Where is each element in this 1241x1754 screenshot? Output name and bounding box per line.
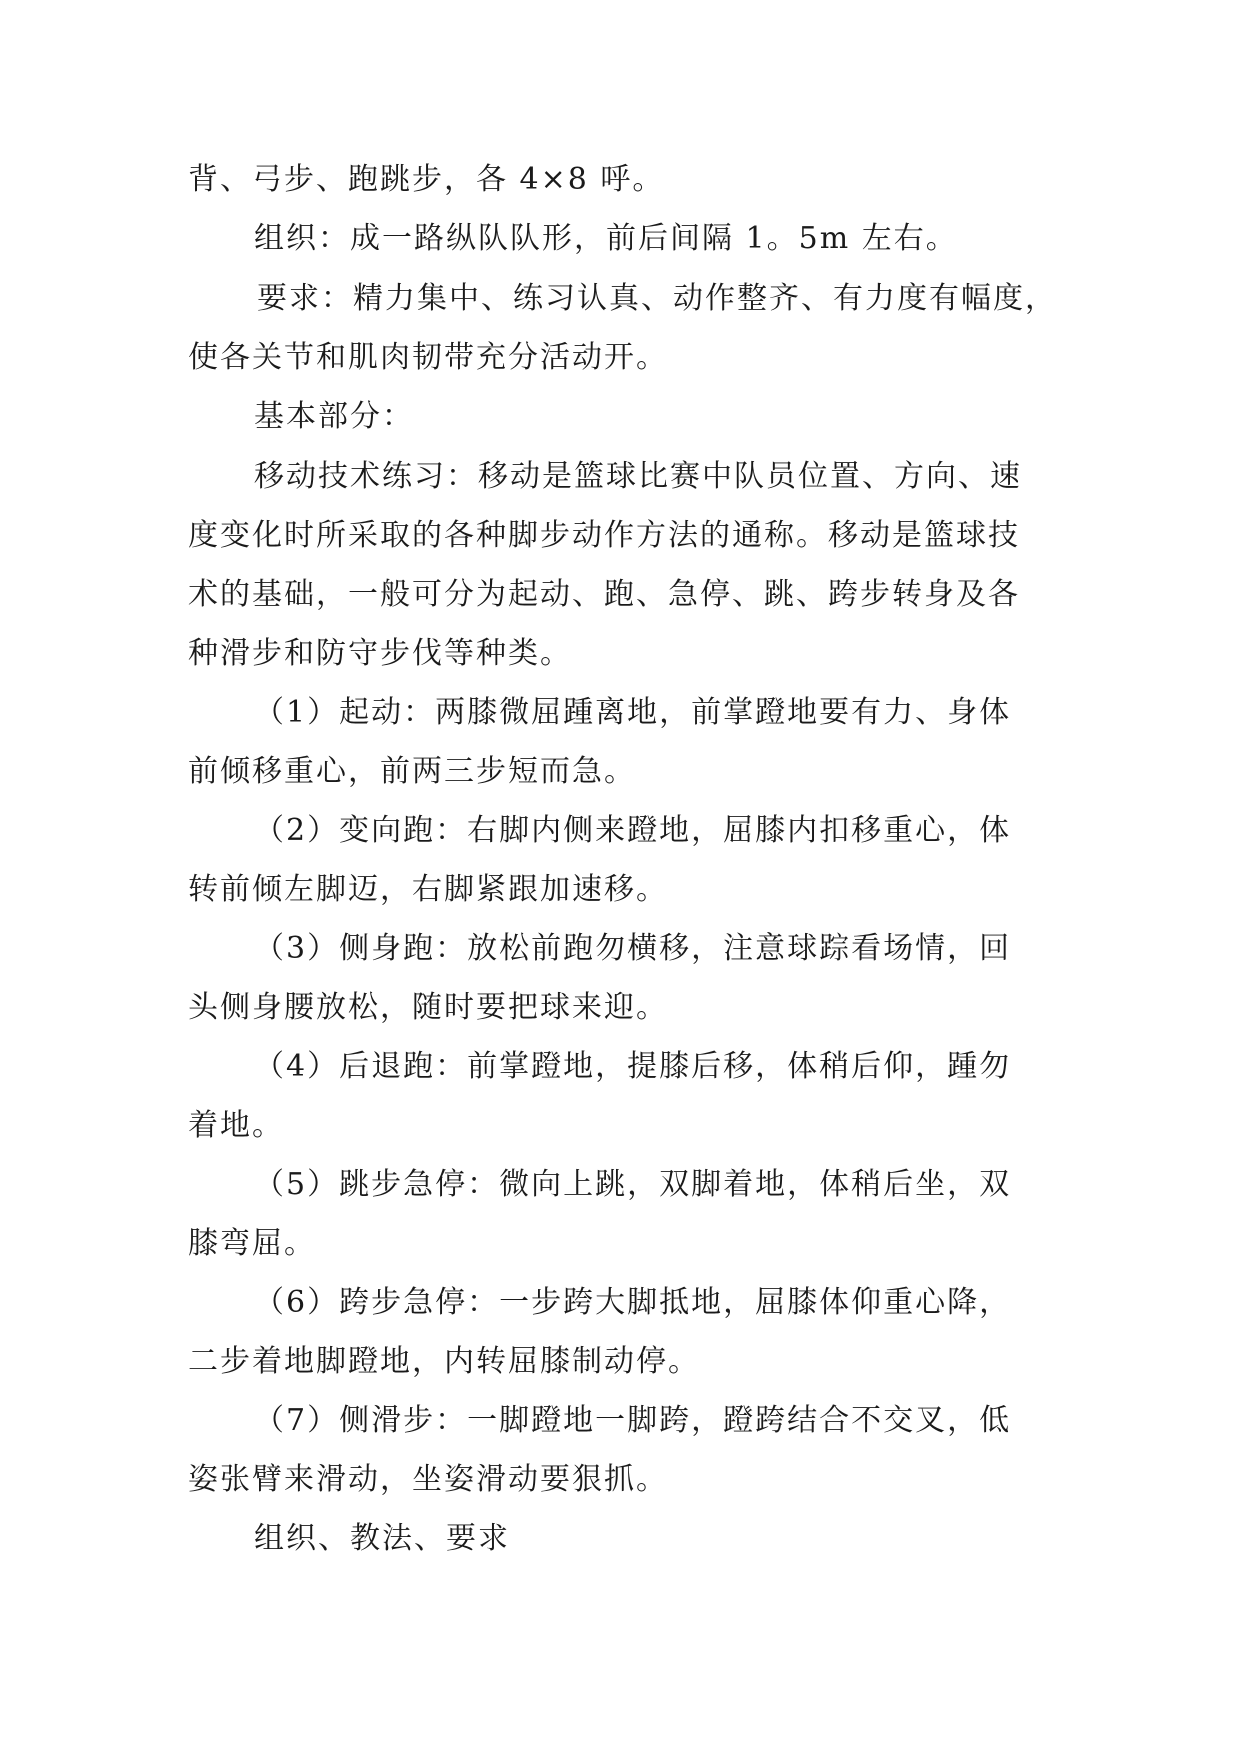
text-line-6: 移动技术练习：移动是篮球比赛中队员位置、方向、速 — [254, 459, 1022, 494]
text-line-20: （6）跨步急停：一步跨大脚抵地，屈膝体仰重心降， — [254, 1285, 1012, 1320]
text-line-15: 头侧身腰放松，随时要把球来迎。 — [188, 990, 668, 1025]
text-line-19: 膝弯屈。 — [188, 1226, 316, 1261]
section-heading-organization: 组织、教法、要求 — [254, 1521, 510, 1556]
text-line-14: （3）侧身跑：放松前跑勿横移，注意球踪看场情，回 — [254, 931, 1012, 966]
text-line-8: 术的基础，一般可分为起动、跑、急停、跳、跨步转身及各 — [188, 577, 1020, 612]
text-line-13: 转前倾左脚迈，右脚紧跟加速移。 — [188, 872, 668, 907]
text-line-21: 二步着地脚蹬地，内转屈膝制动停。 — [188, 1344, 700, 1379]
section-heading-basic: 基本部分： — [254, 399, 414, 434]
text-line-2: 组织：成一路纵队队形，前后间隔 1。5m 左右。 — [254, 221, 958, 256]
text-line-17: 着地。 — [188, 1108, 284, 1143]
text-line-9: 种滑步和防守步伐等种类。 — [188, 636, 572, 671]
text-line-3: 要求：精力集中、练习认真、动作整齐、有力度有幅度， — [257, 281, 1057, 316]
text-line-11: 前倾移重心，前两三步短而急。 — [188, 754, 636, 789]
text-line-22: （7）侧滑步：一脚蹬地一脚跨，蹬跨结合不交叉，低 — [254, 1403, 1012, 1438]
text-line-12: （2）变向跑：右脚内侧来蹬地，屈膝内扣移重心，体 — [254, 813, 1012, 848]
text-line-18: （5）跳步急停：微向上跳，双脚着地，体稍后坐，双 — [254, 1167, 1012, 1202]
text-line-23: 姿张臂来滑动，坐姿滑动要狠抓。 — [188, 1462, 668, 1497]
text-line-4: 使各关节和肌肉韧带充分活动开。 — [188, 340, 668, 375]
text-line-16: （4）后退跑：前掌蹬地，提膝后移，体稍后仰，踵勿 — [254, 1049, 1012, 1084]
text-line-7: 度变化时所采取的各种脚步动作方法的通称。移动是篮球技 — [188, 518, 1020, 553]
text-line-1: 背、弓步、跑跳步，各 4×8 呼。 — [188, 162, 665, 197]
text-line-10: （1）起动：两膝微屈踵离地，前掌蹬地要有力、身体 — [254, 695, 1012, 730]
